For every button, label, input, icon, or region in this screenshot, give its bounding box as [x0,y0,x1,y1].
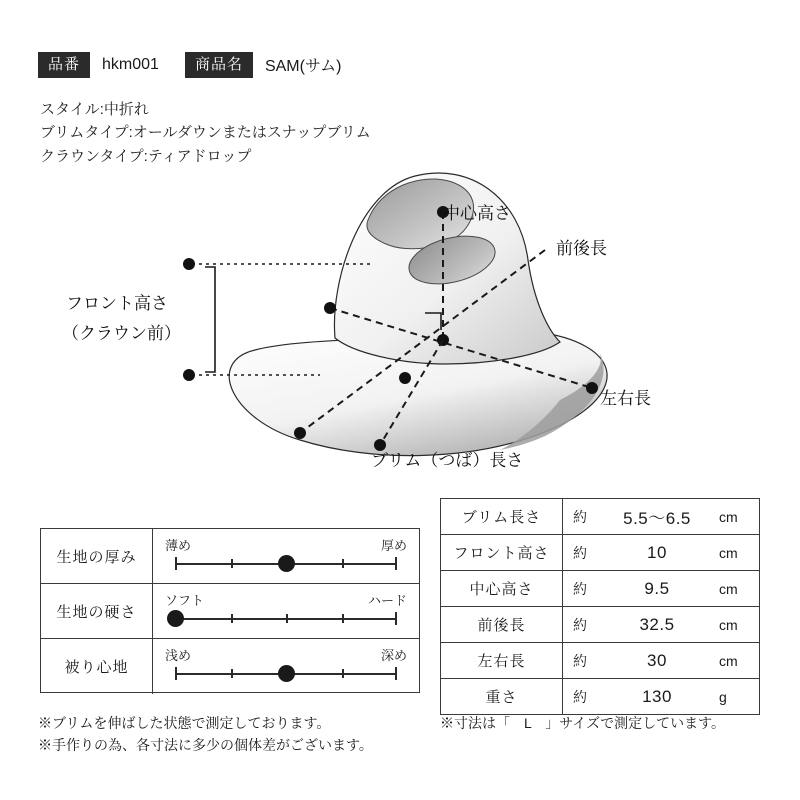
slider-label-fit: 被り心地 [41,639,153,694]
front-height-top-dot [183,258,195,270]
slider-cell-fit[interactable] [153,639,419,694]
measurement-unit: cm [719,652,738,669]
slider-ends-fit [153,645,419,664]
label-brim-length: ブリム（つば）長さ [371,451,524,470]
product-name-value: SAM(サム) [264,58,342,75]
left-right-dot-top [324,302,336,314]
label-left-right: 左右長 [600,389,651,408]
header-gap [169,52,185,78]
slider-tick [342,669,344,678]
front-height-bracket [205,267,215,372]
slider-tick [342,614,344,623]
slider-end-right-fit: 深め [380,648,407,663]
hat-diagram-svg [0,150,800,490]
measurement-value: 30 [647,650,667,670]
table-row [441,571,759,607]
label-front-back: 前後長 [556,239,607,258]
measurement-approx: 約 [573,544,587,561]
hat-diagram [0,150,800,490]
slider-label-firmness: 生地の硬さ [41,584,153,638]
product-name-label: 商品名 [185,52,253,78]
measurement-value: 5.5〜6.5 [623,509,691,528]
measurement-approx: 約 [573,580,587,597]
measurement-approx: 約 [573,688,587,705]
slider-tick [231,669,233,678]
slider-end-right-firmness: ハード [367,593,407,608]
slider-track-thickness[interactable] [175,563,397,565]
left-right-dot-bottom [586,382,598,394]
notes-left [38,712,373,757]
slider-tick [231,559,233,568]
slider-ends-firmness [153,590,419,609]
spec-line-style: スタイル:中折れ [40,101,149,118]
measurement-approx: 約 [573,616,587,633]
slider-knob-firmness[interactable] [167,610,184,627]
slider-row-fit [41,639,419,694]
spec-line-crown-type: クラウンタイプ:ティアドロップ [40,147,252,165]
measurement-value: 10 [647,542,667,562]
slider-row-firmness [41,584,419,639]
measurement-label: フロント高さ [441,535,563,570]
measurement-unit: cm [719,616,738,633]
measurement-unit: cm [719,544,738,561]
slider-tick [342,559,344,568]
measurement-approx: 約 [573,508,587,525]
label-center-height: 中心高さ [443,204,511,223]
slider-ends-thickness [153,535,419,554]
slider-end-left-firmness: ソフト [165,593,205,608]
measurement-unit: cm [719,508,738,525]
slider-cell-thickness[interactable] [153,529,419,583]
spec-line-brim-type: ブリムタイプ:オールダウンまたはスナップブリム [40,124,371,142]
measurement-label: 左右長 [441,643,563,678]
note-size-measured: ※寸法は「 L 」サイズで測定しています。 [440,715,726,731]
measurement-label: 前後長 [441,607,563,642]
note-brim-stretched: ※ブリムを伸ばした状態で測定しております。 [38,715,331,731]
measurement-value: 130 [642,686,672,706]
slider-knob-fit[interactable] [278,665,295,682]
measurement-unit: g [719,688,727,705]
attribute-slider-table [40,528,420,693]
note-handmade-variance: ※手作りの為、各寸法に多少の個体差がございます。 [38,737,373,754]
slider-knob-thickness[interactable] [278,555,295,572]
slider-end-right-thickness: 厚め [380,538,407,553]
measurement-unit: cm [719,580,738,597]
slider-end-left-thickness: 薄め [165,538,192,553]
slider-row-thickness [41,529,419,584]
slider-tick [231,614,233,623]
measurement-approx: 約 [573,652,587,669]
slider-cell-firmness[interactable] [153,584,419,638]
measurement-table [440,498,760,715]
notes-right [440,712,725,734]
front-height-bottom-dot [183,369,195,381]
measurement-label: ブリム長さ [441,499,563,534]
table-row [441,499,759,535]
slider-track-firmness[interactable] [175,618,397,620]
table-row [441,643,759,679]
slider-end-left-fit: 浅め [165,648,192,663]
slider-label-thickness: 生地の厚み [41,529,153,583]
front-back-dot-left [294,427,306,439]
product-code-label: 品番 [38,52,90,78]
label-front-height-line1: フロント高さ [66,294,168,313]
measurement-value: 32.5 [639,614,675,634]
product-header [38,52,351,78]
label-front-height-line2: （クラウン前） [62,324,181,343]
table-row [441,535,759,571]
table-row [441,679,759,715]
table-row [441,607,759,643]
product-code-value: hkm001 [102,55,159,73]
slider-track-fit[interactable] [175,673,397,675]
measurement-label: 重さ [441,679,563,714]
brim-length-inner-dot [399,372,411,384]
slider-tick [286,614,288,623]
measurement-value: 9.5 [644,578,670,598]
measurement-label: 中心高さ [441,571,563,606]
